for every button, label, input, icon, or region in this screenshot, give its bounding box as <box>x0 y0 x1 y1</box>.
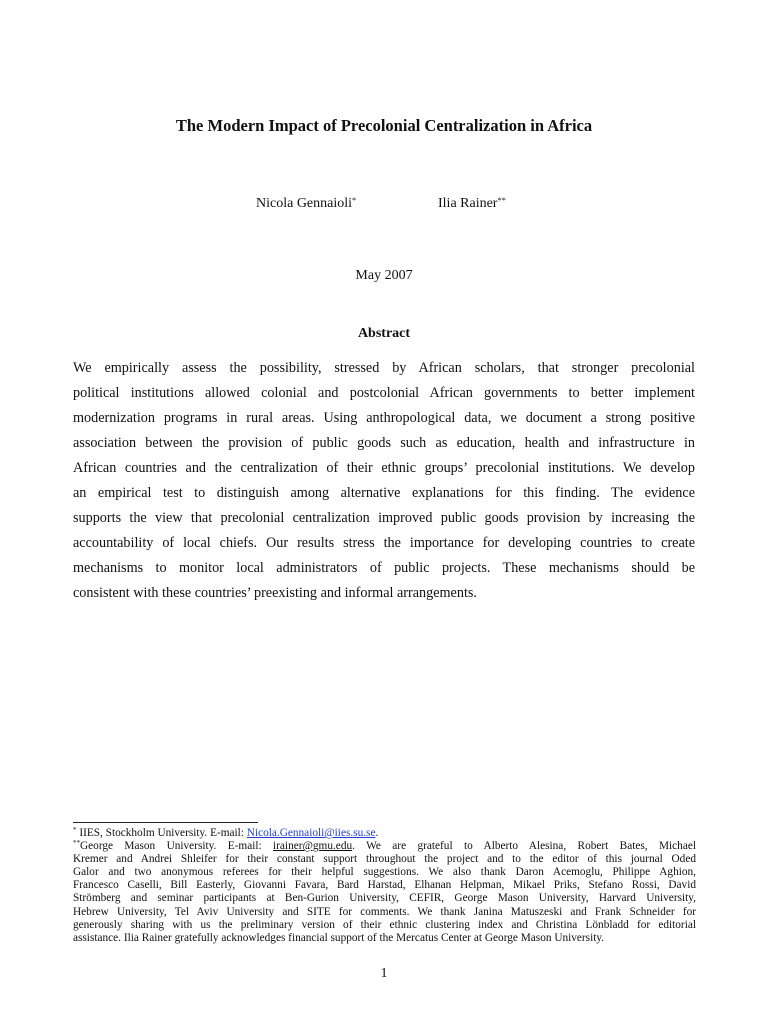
footnotes <box>73 827 696 945</box>
footnote-2 <box>73 840 696 853</box>
footnote-text: . We are grateful to Alberto Alesina, Robert Bates, Michael <box>352 840 696 853</box>
footnote-1 <box>73 827 696 840</box>
footnote-line: Hebrew University, Tel Aviv University and SITE for comments. We thank Janina Matuszeski and Frank Schneider for <box>73 905 696 918</box>
email-link-rainer[interactable]: irainer@gmu.edu <box>273 840 353 853</box>
footnote-text: . <box>375 827 379 839</box>
footnote-line: assistance. Ilia Rainer gratefully acknowledges financial support of the Mercatus Center at George Mason University. <box>73 931 605 944</box>
abstract-line: modernization programs in rural areas. Using anthropological data, we document a strong positive <box>73 410 695 426</box>
abstract-line: We empirically assess the possibility, stressed by African scholars, that stronger precolonial <box>73 360 695 376</box>
abstract-heading: Abstract <box>357 326 411 341</box>
footnote-line: Francesco Caselli, Bill Easterly, Giovanni Favara, Bard Harstad, Elhanan Helpman, Mikael Priks, Stefano Rossi, David <box>73 879 696 892</box>
publication-date: May 2007 <box>355 268 413 283</box>
abstract-body <box>73 356 695 606</box>
email-link-gennaioli[interactable]: Nicola.Gennaioli@iies.su.se <box>246 827 376 839</box>
footnote-text: George Mason University. E-mail: <box>80 840 274 853</box>
footnote-mark: ** <box>497 195 506 205</box>
abstract-line: African countries and the centralization of their ethnic groups’ precolonial institutions. We develop <box>73 460 695 476</box>
footnote-mark: * <box>352 195 357 205</box>
abstract-line: an empirical test to distinguish among alternative explanations for this finding. The evidence <box>73 485 695 501</box>
footnote-line: Kremer and Andrei Shleifer for their constant support throughout the project and to the editor of this journal Oded <box>73 853 696 866</box>
abstract-line: mechanisms to monitor local administrators of public projects. These mechanisms should be <box>73 560 695 576</box>
abstract-line: association between the provision of public goods such as education, health and infrastructure in <box>73 435 695 451</box>
footnote-mark: * <box>73 826 77 834</box>
author-name: Nicola Gennaioli <box>256 196 353 211</box>
footnote-separator <box>73 822 258 823</box>
footnote-line: Strömberg and seminar participants at Ben-Gurion University, CEFIR, George Mason University, Harvard University, <box>73 892 696 905</box>
abstract-line: supports the view that precolonial centralization improved public goods provision by increasing the <box>73 510 695 526</box>
footnote-mark: ** <box>73 839 80 848</box>
abstract-line: consistent with these countries’ preexisting and informal arrangements. <box>73 585 477 601</box>
abstract-line: political institutions allowed colonial and postcolonial African governments to better implement <box>73 385 695 401</box>
author-gennaioli <box>256 195 356 213</box>
footnote-line: generously sharing with us the preliminary version of their ethnic clustering index and Christina Lönbladd for editorial <box>73 918 696 931</box>
abstract-line: accountability of local chiefs. Our results stress the importance for developing countries to create <box>73 535 695 551</box>
footnote-text: IIES, Stockholm University. E-mail: <box>76 827 247 839</box>
footnote-line: Galor and two anonymous referees for their helpful suggestions. We also thank Daron Acemoglu, Philippe Aghion, <box>73 866 696 879</box>
paper-title: The Modern Impact of Precolonial Centralization in Africa <box>175 116 593 135</box>
author-rainer <box>438 195 506 213</box>
page-number: 1 <box>380 966 388 981</box>
author-name: Ilia Rainer <box>438 196 498 211</box>
